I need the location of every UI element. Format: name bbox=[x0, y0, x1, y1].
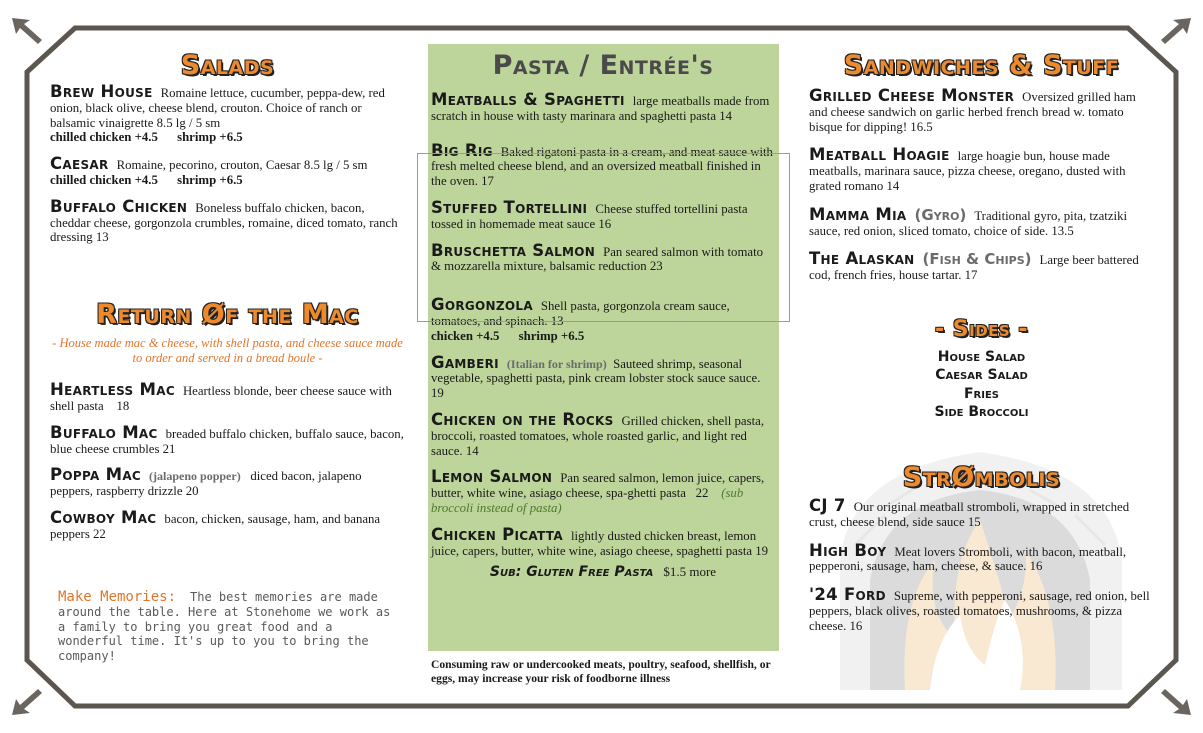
item-desc: Our original meatball stromboli, wrapped in stretched crust, cheese blend, side sauce 15 bbox=[809, 499, 1130, 529]
salads-heading: Salads bbox=[180, 50, 275, 81]
item-desc: Cheese stuffed tortellini pasta tossed in homemade meat sauce 16 bbox=[431, 201, 748, 231]
item-name: Gorgonzola bbox=[431, 295, 533, 315]
menu-item bbox=[431, 352, 775, 401]
item-name: Grilled Cheese Monster bbox=[809, 86, 1015, 105]
gluten-free-note bbox=[431, 564, 775, 580]
item-desc: Meat lovers Stromboli, with bacon, meatball, pepperoni, sausage, ham, cheese, & sauce. 16 bbox=[809, 544, 1127, 574]
item-desc: Romaine lettuce, cucumber, peppa-dew, red onion, black olive, cheese blend, crouton. Choice of ranch or balsamic vinaigrette 8.5 lg / 5 sm bbox=[50, 86, 385, 130]
item-desc: Large beer battered cod, french fries, house tartar. 17 bbox=[809, 253, 1139, 283]
item-note: (sub broccoli instead of pasta) bbox=[431, 486, 744, 515]
item-desc: Boneless buffalo chicken, bacon, cheddar cheese, gorgonzola crumbles, romaine, diced tomato, ranch dressing 13 bbox=[50, 200, 398, 245]
right-column bbox=[809, 50, 1154, 646]
gluten-free-label: Sub: Gluten Free Pasta bbox=[489, 564, 654, 581]
menu-item bbox=[50, 196, 405, 245]
item-name: High Boy bbox=[809, 540, 887, 560]
item-name: Meatball Hoagie bbox=[809, 145, 950, 165]
item-name: The Alaskan bbox=[809, 249, 915, 269]
menu-item bbox=[809, 86, 1154, 134]
item-desc: Traditional gyro, pita, tzatziki sauce, red onion, sliced tomato, choice of side. 13.5 bbox=[809, 208, 1128, 238]
arrow-top-left-icon bbox=[12, 18, 42, 44]
pasta-panel bbox=[428, 44, 779, 651]
menu-item bbox=[50, 154, 405, 188]
item-desc: Grilled chicken, shell pasta, broccoli, roasted tomatoes, whole roasted garlic, and light red sauce. 14 bbox=[431, 413, 765, 458]
menu-item bbox=[809, 145, 1154, 193]
item-name: Caesar bbox=[50, 154, 109, 174]
menu-item bbox=[50, 422, 405, 457]
arrow-top-right-icon bbox=[1161, 18, 1191, 44]
menu-item bbox=[809, 495, 1154, 530]
menu-item bbox=[809, 204, 1154, 239]
item-desc: large hoagie bun, house made meatballs, marinara sauce, pizza cheese, oregano, dusted with grated romano 14 bbox=[809, 149, 1126, 193]
mac-heading: Return Øf the Mac bbox=[96, 299, 359, 331]
item-name: Buffalo Mac bbox=[50, 422, 158, 442]
item-name: Meatballs & Spaghetti bbox=[431, 90, 625, 109]
item-name: Buffalo Chicken bbox=[50, 196, 188, 216]
item-desc: Romaine, pecorino, crouton, Caesar 8.5 lg / 5 sm bbox=[116, 158, 368, 173]
item-name: Bruschetta Salmon bbox=[431, 240, 596, 260]
menu-item bbox=[809, 249, 1154, 283]
list-item: House Salad bbox=[937, 348, 1026, 365]
pasta-heading: Pasta / Entrée's bbox=[492, 50, 714, 81]
menu-item bbox=[809, 585, 1154, 633]
foodborne-warning: Consuming raw or undercooked meats, poultry, seafood, shellfish, or eggs, may increase your risk of foodborne illness bbox=[431, 658, 771, 685]
list-item: Fries bbox=[963, 385, 1000, 402]
menu-item bbox=[431, 409, 775, 458]
item-name: Mamma Mia bbox=[809, 204, 907, 224]
mac-intro: - House made mac & cheese, with shell pasta, and cheese sauce made to order and served in a bread boule - bbox=[52, 336, 403, 365]
item-desc: Shell pasta, gorgonzola cream sauce, tomatoes, and spinach. 13 bbox=[431, 299, 730, 328]
left-column bbox=[50, 50, 405, 554]
list-item: Side Broccoli bbox=[934, 404, 1029, 421]
menu-item bbox=[809, 540, 1154, 575]
menu-item bbox=[50, 82, 405, 145]
item-extra: chilled chicken +4.5 shrimp +6.5 bbox=[50, 130, 243, 145]
menu-item bbox=[431, 90, 775, 124]
item-extra: chilled chicken +4.5 shrimp +6.5 bbox=[50, 172, 243, 187]
menu-item bbox=[50, 380, 405, 414]
make-memories-note bbox=[58, 590, 403, 664]
item-name: Lemon Salmon bbox=[431, 467, 553, 487]
list-item: Caesar Salad bbox=[935, 367, 1028, 384]
item-desc: breaded buffalo chicken, buffalo sauce, bacon, blue cheese crumbles 21 bbox=[50, 426, 404, 456]
item-desc: Oversized grilled ham and cheese sandwich on garlic herbed french bread w. tomato bisque for dipping! 16.5 bbox=[809, 90, 1136, 134]
strombolis-heading: StrØmbolis bbox=[902, 461, 1061, 493]
item-name: Cowboy Mac bbox=[50, 507, 157, 527]
item-name: Big Rig bbox=[431, 140, 493, 160]
item-name: Chicken Picatta bbox=[431, 524, 563, 544]
arrow-bottom-right-icon bbox=[1161, 689, 1191, 715]
item-desc: Pan seared salmon with tomato & mozzarella mixture, balsamic reduction 23 bbox=[431, 244, 764, 274]
item-subtitle: (jalapeno popper) bbox=[149, 469, 241, 484]
item-subtitle: (Fish & Chips) bbox=[922, 250, 1032, 269]
item-name: Chicken on the Rocks bbox=[431, 409, 614, 429]
item-desc: bacon, chicken, sausage, ham, and banana peppers 22 bbox=[50, 511, 381, 541]
item-desc: Sauteed shrimp, seasonal vegetable, spaghetti pasta, pink cream lobster stock sauce sauce. 19 bbox=[431, 356, 761, 401]
item-desc: diced bacon, jalapeno peppers, raspberry drizzle 20 bbox=[50, 469, 362, 499]
featured-box bbox=[417, 153, 790, 322]
item-name: Brew House bbox=[50, 82, 153, 101]
item-extra: chicken +4.5 shrimp +6.5 bbox=[431, 328, 585, 343]
item-subtitle: (Italian for shrimp) bbox=[506, 356, 607, 371]
item-name: Poppa Mac bbox=[50, 465, 142, 485]
item-name: Stuffed Tortellini bbox=[431, 197, 588, 217]
item-desc: lightly dusted chicken breast, lemon juice, capers, butter, white wine, asiago cheese, spaghetti pasta 19 bbox=[431, 528, 769, 558]
item-name: '24 Ford bbox=[809, 585, 886, 605]
menu-item bbox=[50, 465, 405, 499]
sides-heading: - Sides - bbox=[934, 316, 1028, 342]
item-desc: Pan seared salmon, lemon juice, capers, butter, white wine, asiago cheese, spa-ghetti pasta 22 bbox=[431, 471, 768, 501]
menu-item bbox=[431, 467, 775, 515]
item-name: Heartless Mac bbox=[50, 380, 175, 400]
item-desc: Baked rigatoni pasta in a cream, and meat sauce with fresh melted cheese blend, and an oversized meatball finished in the oven. 17 bbox=[431, 144, 773, 189]
item-name: CJ 7 bbox=[809, 495, 846, 515]
item-name: Gamberi bbox=[431, 352, 499, 372]
item-desc: large meatballs made from scratch in house with tasty marinara and spaghetti pasta 14 bbox=[431, 94, 770, 123]
menu-item bbox=[431, 524, 775, 559]
item-desc: Supreme, with pepperoni, sausage, red onion, bell peppers, black olives, roasted tomatoes, mushrooms, & pizza cheese. 16 bbox=[809, 589, 1150, 633]
menu-item bbox=[50, 507, 405, 542]
memories-title: Make Memories: bbox=[58, 589, 177, 605]
sides-list bbox=[809, 348, 1154, 422]
arrow-bottom-left-icon bbox=[12, 689, 42, 715]
item-subtitle: (Gyro) bbox=[914, 205, 967, 224]
gluten-free-price: $1.5 more bbox=[663, 564, 717, 580]
memories-text: The best memories are made around the table. Here at Stonehome we work as a family to bring you great food and a wonderful time. It's up to you to bring the company! bbox=[58, 590, 391, 664]
item-desc: Heartless blonde, beer cheese sauce with shell pasta 18 bbox=[50, 384, 396, 413]
sandwiches-heading: Sandwiches & Stuff bbox=[843, 50, 1120, 81]
